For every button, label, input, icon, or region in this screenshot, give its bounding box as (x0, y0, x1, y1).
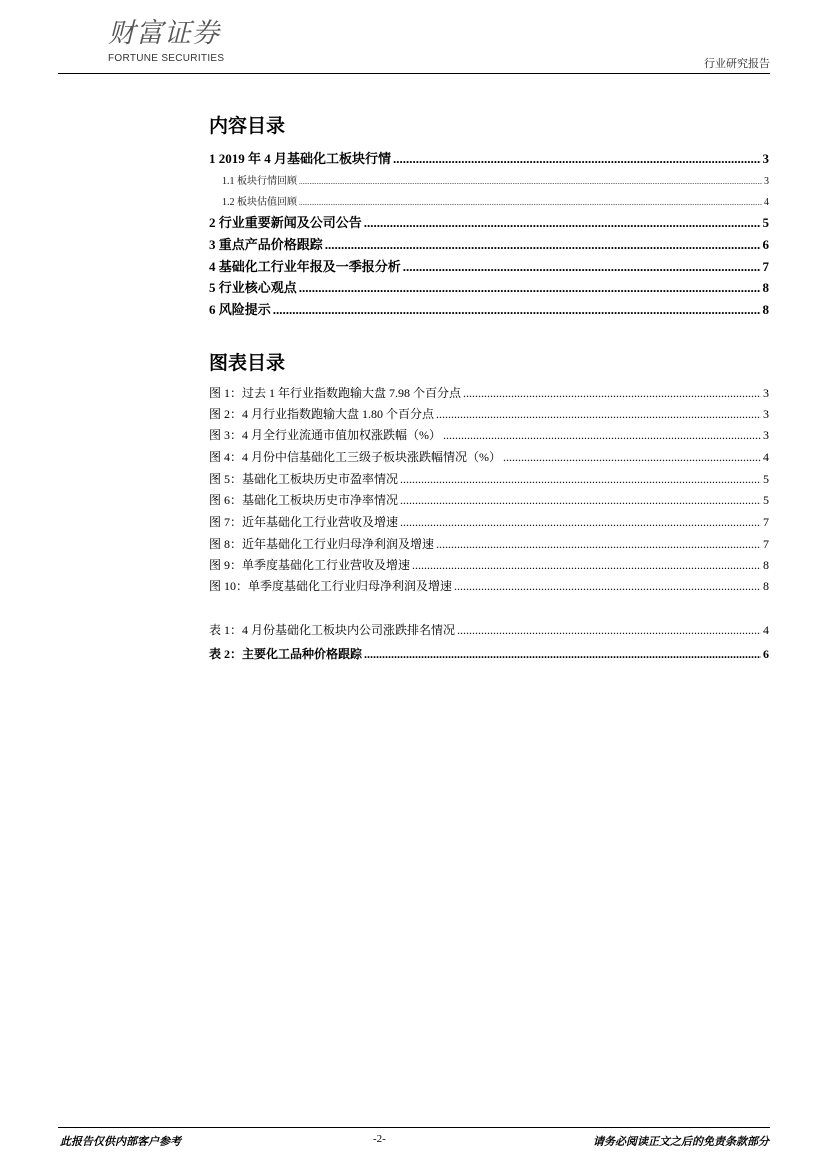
figure-entry-label: 图 2：4 月行业指数跑输大盘 1.80 个百分点 (209, 407, 435, 421)
toc-entry[interactable] (209, 277, 769, 297)
logo-english-name: FORTUNE SECURITIES (108, 53, 225, 64)
figure-entry-label: 图 7：近年基础化工行业营收及增速 (209, 515, 399, 529)
toc-entry[interactable] (209, 234, 769, 254)
figure-entry-page: 3 (763, 407, 769, 421)
company-logo (108, 18, 224, 64)
toc-title: 内容目录 (209, 115, 286, 137)
leader-dots (436, 407, 761, 422)
toc-entry[interactable] (209, 256, 769, 276)
figure-entry[interactable] (209, 535, 769, 553)
footer-disclaimer-right: 请务必阅读正文之后的免责条款部分 (593, 1135, 769, 1148)
toc-entry[interactable] (209, 148, 769, 168)
leader-dots (503, 450, 761, 465)
leader-dots (400, 493, 761, 508)
footer-divider (58, 1127, 770, 1128)
figure-entry-page: 3 (763, 428, 769, 442)
toc-entry-label: 1.1 板块行情回顾 (222, 176, 297, 187)
table-entry-page: 4 (763, 623, 769, 637)
leader-dots (400, 515, 761, 530)
figure-entry-label: 图 6：基础化工板块历史市净率情况 (209, 493, 399, 507)
header-divider (58, 73, 770, 74)
leader-dots (299, 197, 762, 208)
figure-entry[interactable] (209, 491, 769, 509)
toc-entry[interactable] (209, 299, 769, 319)
figure-entry-label: 图 4：4 月份中信基础化工三级子板块涨跌幅情况（%） (209, 450, 501, 464)
leader-dots (454, 579, 761, 594)
figure-entry-page: 5 (763, 472, 769, 486)
leader-dots (412, 558, 761, 573)
toc-entry-page: 4 (764, 197, 769, 208)
leader-dots (400, 472, 761, 487)
leader-dots (403, 259, 761, 275)
figure-entry[interactable] (209, 448, 769, 466)
leader-dots (299, 176, 762, 187)
toc-entry-page: 5 (762, 215, 769, 230)
table-entry-page: 6 (763, 647, 769, 661)
leader-dots (457, 623, 761, 638)
figure-entry-label: 图 9：单季度基础化工行业营收及增速 (209, 558, 411, 572)
leader-dots (364, 215, 761, 231)
report-type-label: 行业研究报告 (704, 57, 770, 70)
figure-entry-page: 7 (763, 515, 769, 529)
leader-dots (299, 280, 761, 296)
leader-dots (273, 302, 761, 318)
toc-entry-label: 3 重点产品价格跟踪 (209, 237, 323, 252)
toc-entry-label: 1.2 板块估值回顾 (222, 197, 297, 208)
figures-title: 图表目录 (209, 352, 286, 374)
leader-dots (463, 386, 761, 401)
footer-disclaimer-left: 此报告仅供内部客户参考 (60, 1135, 181, 1148)
toc-entry-page: 8 (762, 302, 769, 317)
toc-entry-page: 3 (764, 176, 769, 187)
toc-entry-page: 7 (762, 259, 769, 274)
figure-entry-page: 5 (763, 493, 769, 507)
toc-entry-label: 4 基础化工行业年报及一季报分析 (209, 259, 401, 274)
toc-entry[interactable] (209, 212, 769, 232)
figure-entry-label: 图 1：过去 1 年行业指数跑输大盘 7.98 个百分点 (209, 386, 462, 400)
figure-entry[interactable] (209, 470, 769, 488)
figure-entry-page: 7 (763, 537, 769, 551)
figure-entry-label: 图 10：单季度基础化工行业归母净利润及增速 (209, 579, 453, 593)
page-header (58, 18, 770, 76)
figure-entry-page: 8 (763, 558, 769, 572)
table-entry[interactable] (209, 621, 769, 639)
toc-entry-page: 6 (762, 237, 769, 252)
figure-entry[interactable] (209, 556, 769, 574)
figure-entry[interactable] (209, 513, 769, 531)
toc-entry-label: 2 行业重要新闻及公司公告 (209, 215, 362, 230)
figure-entry-label: 图 5：基础化工板块历史市盈率情况 (209, 472, 399, 486)
figure-entry-page: 8 (763, 579, 769, 593)
figure-entry[interactable] (209, 426, 769, 444)
leader-dots (325, 237, 761, 253)
toc-subentry[interactable] (222, 172, 769, 188)
leader-dots (443, 428, 761, 443)
table-entry-label: 表 1：4 月份基础化工板块内公司涨跌排名情况 (209, 623, 456, 637)
figure-entry-page: 4 (763, 450, 769, 464)
leader-dots (393, 151, 760, 167)
figure-entry-label: 图 3：4 月全行业流通市值加权涨跌幅（%） (209, 428, 441, 442)
toc-entry-label: 5 行业核心观点 (209, 280, 297, 295)
toc-entry-label: 1 2019 年 4 月基础化工板块行情 (209, 151, 392, 166)
toc-entry-page: 3 (762, 151, 769, 166)
figure-entry-label: 图 8：近年基础化工行业归母净利润及增速 (209, 537, 435, 551)
leader-dots (364, 647, 761, 662)
logo-chinese-name: 财富证券 (108, 18, 220, 49)
figure-entry-page: 3 (763, 386, 769, 400)
figure-entry[interactable] (209, 405, 769, 423)
toc-subentry[interactable] (222, 193, 769, 209)
figure-entry[interactable] (209, 384, 769, 402)
toc-entry-label: 6 风险提示 (209, 302, 271, 317)
figure-entry[interactable] (209, 577, 769, 595)
leader-dots (436, 537, 761, 552)
table-entry-label: 表 2：主要化工品种价格跟踪 (209, 647, 363, 661)
page-number: -2- (373, 1133, 386, 1145)
toc-entry-page: 8 (762, 280, 769, 295)
table-entry[interactable] (209, 645, 769, 663)
